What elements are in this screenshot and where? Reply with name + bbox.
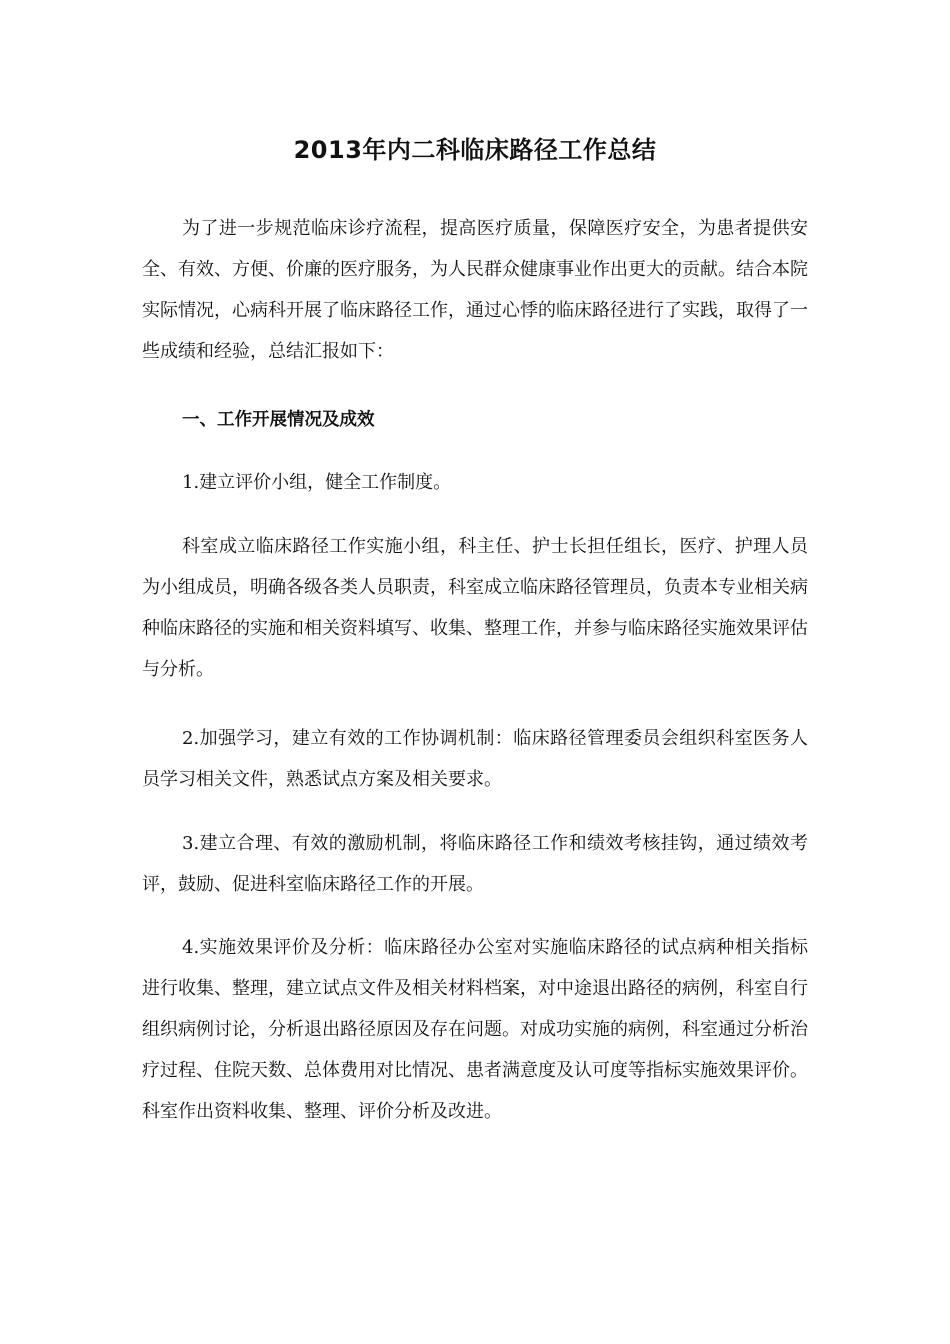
section-heading-1: 一、工作开展情况及成效 <box>182 410 375 430</box>
item-4-paragraph: 4.实施效果评价及分析：临床路径办公室对实施临床路径的试点病种相关指标进行收集、整理，建立试点文件及相关材料档案，对中途退出路径的病例，科室自行组织病例讨论，分析退出路径原因及存在问题。对成功实施的病例，科室通过分析治疗过程、住院天数、总体费用对比情况、患者满意度及认可度等指标实施效果评价。科室作出资料收集、整理、评价分析及改进。 <box>142 937 808 1122</box>
item-1-paragraph: 科室成立临床路径工作实施小组，科主任、护士长担任组长，医疗、护理人员为小组成员，明确各级各类人员职责，科室成立临床路径管理员，负责本专业相关病种临床路径的实施和相关资料填写、收集、整理工作，并参与临床路径实施效果评估与分析。 <box>142 536 808 680</box>
item-2-paragraph: 2.加强学习，建立有效的工作协调机制：临床路径管理委员会组织科室医务人员学习相关文件，熟悉试点方案及相关要求。 <box>142 728 808 790</box>
intro-paragraph: 为了进一步规范临床诊疗流程，提高医疗质量，保障医疗安全，为患者提供安全、有效、方便、价廉的医疗服务，为人民群众健康事业作出更大的贡献。结合本院实际情况，心病科开展了临床路径工作，通过心悸的临床路径进行了实践，取得了一些成绩和经验，总结汇报如下： <box>142 218 808 362</box>
document-title: 2013年内二科临床路径工作总结 <box>293 136 657 164</box>
item-1-title: 1.建立评价小组，健全工作制度。 <box>182 472 452 493</box>
item-3-paragraph: 3.建立合理、有效的激励机制，将临床路径工作和绩效考核挂钩，通过绩效考评，鼓励、促进科室临床路径工作的开展。 <box>142 833 808 895</box>
